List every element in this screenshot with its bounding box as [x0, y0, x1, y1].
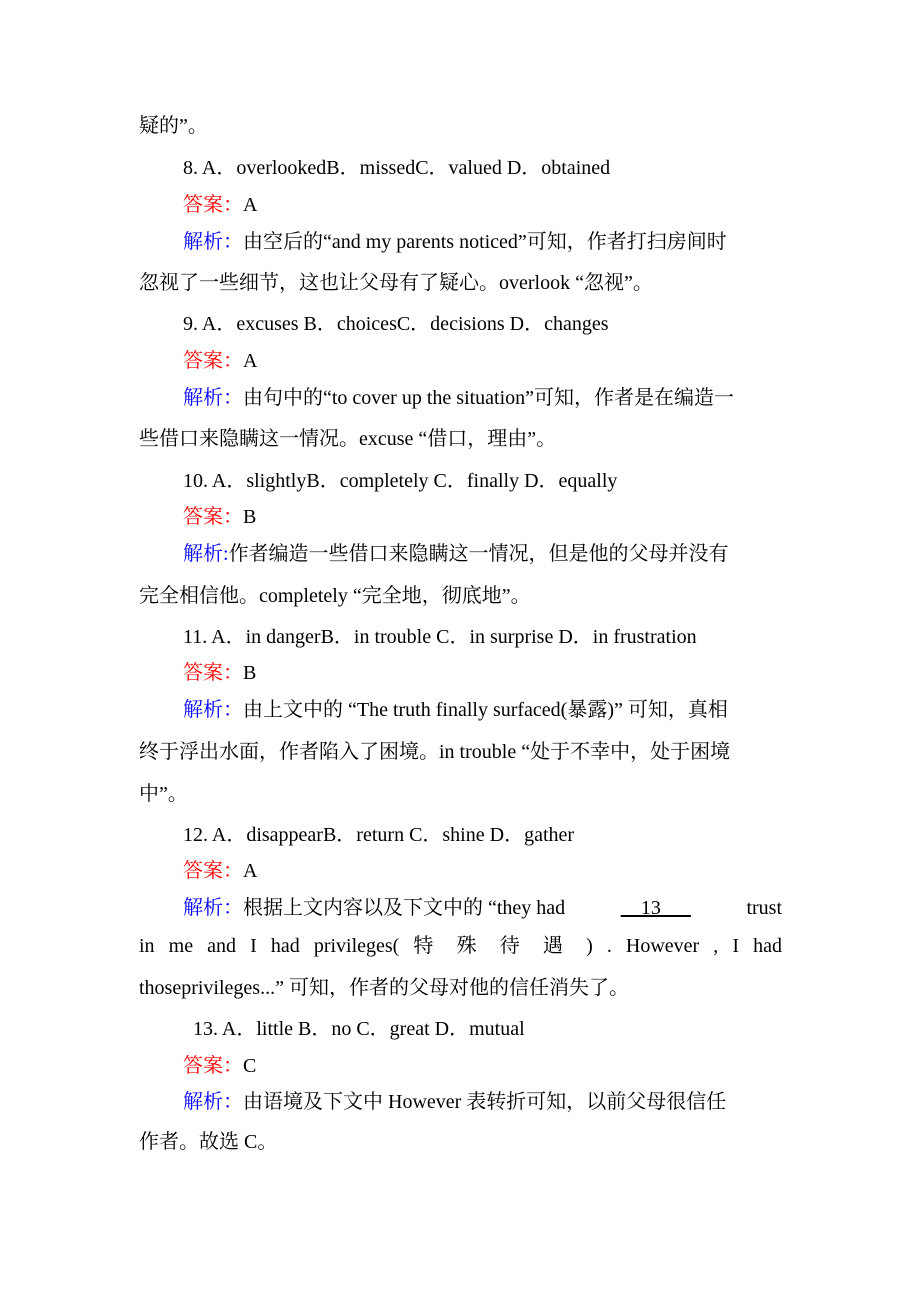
question-8-answer: [183, 191, 782, 219]
question-12-options: 12. A．disappearB．return C．shine D．gather: [183, 824, 575, 846]
answer-value: A: [243, 350, 258, 372]
question-10-analysis-line-1: [183, 540, 782, 568]
question-10-options: 10. A．slightlyB．completely C．finally D．equally: [183, 470, 618, 492]
analysis-text: 由句中的“to cover up the situation”可知，作者是在编造一: [243, 387, 735, 409]
question-9-answer: [183, 347, 782, 375]
question-12-answer: [183, 857, 782, 885]
question-11-analysis-line-3: 中”。: [139, 783, 188, 805]
question-13-analysis-line-2: 作者。故选 C。: [139, 1131, 278, 1153]
question-11-options: 11. A．in dangerB．in trouble C．in surprise D．in frustration: [183, 626, 697, 648]
analysis-text: 由上文中的 “The truth finally surfaced(暴露)” 可知，真相: [243, 699, 728, 721]
analysis-label: 解析:: [183, 543, 229, 565]
analysis-label: 解析：: [183, 897, 243, 919]
question-12-analysis-line-1: [183, 894, 782, 922]
analysis-text: 根据上文内容以及下文中的 “they had: [243, 897, 566, 919]
question-8-options: 8. A．overlookedB．missedC．valued D．obtained: [183, 157, 611, 179]
question-10-answer: [183, 503, 782, 531]
answer-label: 答案：: [183, 506, 243, 528]
answer-label: 答案：: [183, 350, 243, 372]
question-9-analysis-line-1: [183, 384, 782, 412]
analysis-text: 由语境及下文中 However 表转折可知，以前父母很信任: [243, 1091, 727, 1113]
answer-label: 答案：: [183, 662, 243, 684]
question-13-options: 13. A．little B．no C．great D．mutual: [193, 1018, 525, 1040]
analysis-text-trust: trust: [746, 897, 782, 919]
answer-label: 答案：: [183, 860, 243, 882]
analysis-label: 解析：: [183, 1091, 243, 1113]
answer-value: B: [243, 506, 257, 528]
question-9-analysis-line-2: 些借口来隐瞒这一情况。excuse “借口，理由”。: [139, 428, 557, 450]
analysis-label: 解析：: [183, 699, 243, 721]
intro-line: 疑的”。: [139, 115, 208, 137]
answer-value: A: [243, 194, 258, 216]
question-13-analysis-line-1: [183, 1088, 782, 1116]
question-12-analysis-line-2: in me and I had privileges( 特 殊 待 遇 ) . However , I had: [139, 935, 782, 957]
question-13-answer: [183, 1052, 782, 1080]
analysis-text: 作者编造一些借口来隐瞒这一情况，但是他的父母并没有: [228, 543, 729, 565]
question-11-analysis-line-2: 终于浮出水面，作者陷入了困境。in trouble “处于不幸中，处于困境: [139, 741, 731, 763]
question-10-analysis-line-2: 完全相信他。completely “完全地，彻底地”。: [139, 585, 531, 607]
question-8-analysis-line-2: 忽视了一些细节，这也让父母有了疑心。overlook “忽视”。: [139, 272, 653, 294]
answer-label: 答案：: [183, 1055, 243, 1077]
answer-label: 答案：: [183, 194, 243, 216]
blank-13: __13___: [620, 897, 691, 919]
question-11-analysis-line-1: [183, 696, 782, 724]
analysis-label: 解析：: [183, 387, 243, 409]
analysis-label: 解析：: [183, 231, 243, 253]
analysis-text: 由空后的“and my parents noticed”可知，作者打扫房间时: [243, 231, 727, 253]
question-9-options: 9. A．excuses B．choicesC．decisions D．changes: [183, 313, 609, 335]
answer-value: B: [243, 662, 257, 684]
question-11-answer: [183, 659, 782, 687]
question-8-analysis-line-1: [183, 228, 782, 256]
answer-value: A: [243, 860, 258, 882]
answer-value: C: [243, 1055, 257, 1077]
question-12-analysis-line-3: thoseprivileges...” 可知，作者的父母对他的信任消失了。: [139, 977, 629, 999]
